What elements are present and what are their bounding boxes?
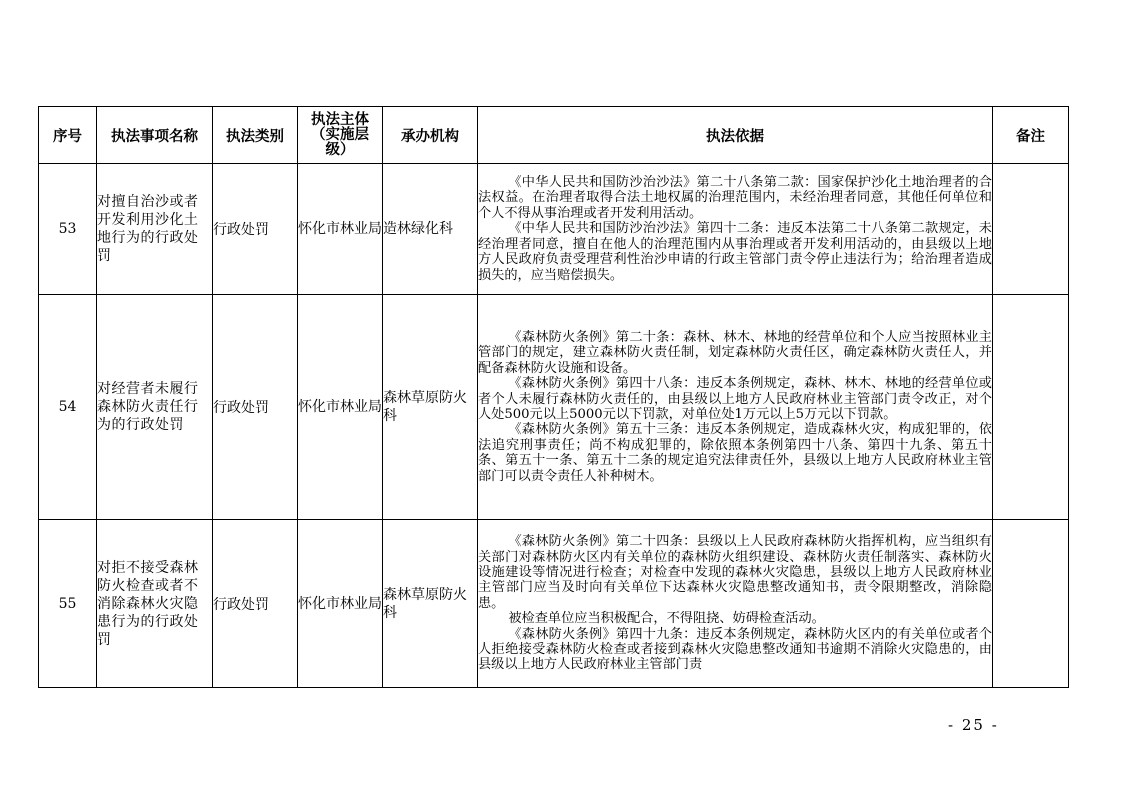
row-category: 行政处罚 [213,520,298,688]
row-seq: 53 [39,164,97,295]
header-item-name: 执法事项名称 [97,107,213,164]
table-row [39,295,1069,520]
header-category: 执法类别 [213,107,298,164]
row-basis [478,295,993,520]
header-organ: 承办机构 [383,107,478,164]
basis-paragraph: 《中华人民共和国防沙治沙法》第二十八条第二款：国家保护沙化土地治理者的合法权益。在治理者取得合法土地权属的治理范围内，未经治理者同意，其他任何单位和个人不得从事治理或者开发利用活动。 [478,175,992,221]
header-basis: 执法依据 [478,107,993,164]
row-category: 行政处罚 [213,295,298,520]
basis-paragraph: 《森林防火条例》第四十九条：违反本条例规定，森林防火区内的有关单位或者个人拒绝接受森林防火检查或者接到森林火灾隐患整改通知书逾期不消除火灾隐患的，由县级以上地方人民政府林业主管部门责 [478,626,992,673]
row-subject: 怀化市林业局 [298,164,383,295]
row-organ: 森林草原防火科 [383,520,478,688]
basis-paragraph: 被检查单位应当积极配合，不得阻挠、妨碍检查活动。 [508,611,825,627]
row-note [993,520,1069,688]
row-seq: 54 [39,295,97,520]
header-subject-line1: 执法主体 [311,111,369,128]
enforcement-table [38,106,1069,688]
row-note [993,295,1069,520]
table-row [39,520,1069,688]
row-note [993,164,1069,295]
basis-paragraph: 《森林防火条例》第五十三条：违反本条例规定，造成森林火灾，构成犯罪的，依法追究刑事责任；尚不构成犯罪的，除依照本条例第四十八条、第四十九条、第五十条、第五十一条、第五十二条的规定追究法律责任外，县级以上地方人民政府林业主管部门可以责令责任人补种树木。 [478,422,992,484]
header-subject-line3: 级） [325,141,355,158]
row-item-name: 对擅自治沙或者开发利用沙化土地行为的行政处罚 [97,164,213,295]
row-organ: 森林草原防火科 [383,295,478,520]
basis-paragraph: 《中华人民共和国防沙治沙法》第四十二条：违反本法第二十八条第二款规定，未经治理者同意，擅自在他人的治理范围内从事治理或者开发利用活动的，由县级以上地方人民政府负责受理营利性治沙申请的行政主管部门责令停止违法行为；给治理者造成损失的，应当赔偿损失。 [478,221,992,283]
header-subject [298,107,383,164]
row-basis [478,164,993,295]
basis-paragraph: 《森林防火条例》第二十条：森林、林木、林地的经营单位和个人应当按照林业主管部门的规定，建立森林防火责任制，划定森林防火责任区，确定森林防火责任人，并配备森林防火设施和设备。 [478,329,992,376]
row-subject: 怀化市林业局 [298,295,383,520]
row-category: 行政处罚 [213,164,298,295]
row-seq: 55 [39,520,97,688]
header-subject-line2: （实施层 [311,126,369,143]
row-subject: 怀化市林业局 [298,520,383,688]
basis-paragraph: 《森林防火条例》第四十八条：违反本条例规定，森林、林木、林地的经营单位或者个人未履行森林防火责任的，由县级以上地方人民政府林业主管部门责令改正，对个人处500元以上5000元以下罚款，对单位处1万元以上5万元以下罚款。 [478,376,992,422]
row-organ: 造林绿化科 [383,164,478,295]
header-seq: 序号 [39,107,97,164]
header-row [39,107,1069,164]
basis-paragraph: 《森林防火条例》第二十四条：县级以上人民政府森林防火指挥机构，应当组织有关部门对森林防火区内有关单位的森林防火组织建设、森林防火责任制落实、森林防火设施建设等情况进行检查；对检查中发现的森林火灾隐患，县级以上地方人民政府林业主管部门应当及时向有关单位下达森林火灾隐患整改通知书，责令限期整改，消除隐患。 [478,534,992,611]
row-basis [478,520,993,688]
row-item-name: 对经营者未履行森林防火责任行为的行政处罚 [97,295,213,520]
header-note: 备注 [993,107,1069,164]
row-item-name: 对拒不接受森林防火检查或者不消除森林火灾隐患行为的行政处罚 [97,520,213,688]
page-number: - 25 - [948,716,999,734]
table-row [39,164,1069,295]
